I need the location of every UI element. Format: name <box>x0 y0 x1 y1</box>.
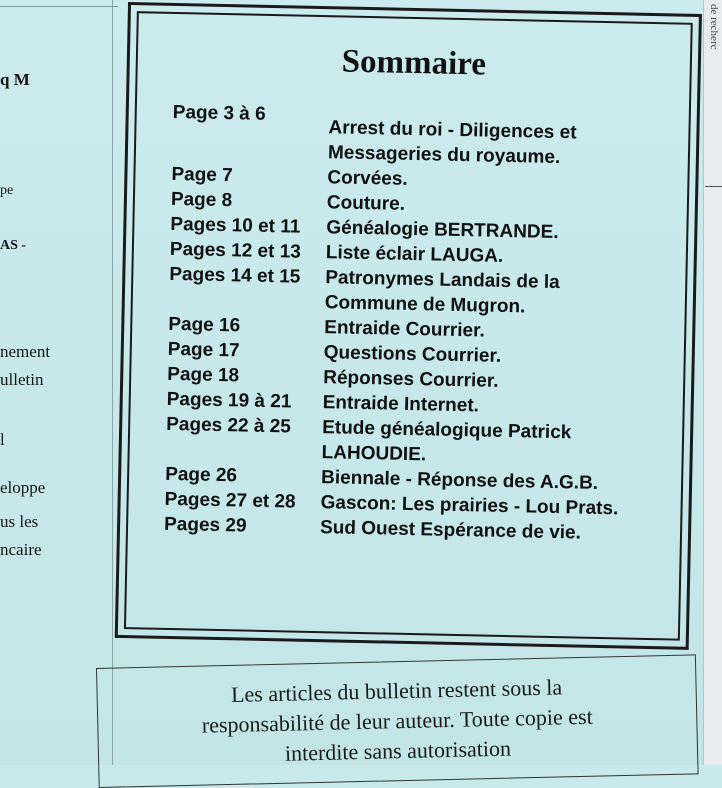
toc-entry-title: Liste éclair LAUGA. <box>325 242 504 267</box>
toc-entry-title: Messageries du royaume. <box>327 142 561 169</box>
left-fragment: us les <box>0 512 39 531</box>
toc-page-ref: Pages 29 <box>163 513 247 537</box>
left-fragment: ulletin <box>0 370 44 389</box>
column-divider <box>112 0 113 765</box>
disclaimer-line: responsabilité de leur auteur. Toute copie est <box>201 703 593 738</box>
toc-entry-title: Entraide Courrier. <box>324 317 485 342</box>
left-fragment: l <box>0 430 5 449</box>
toc-page-ref: Page 16 <box>168 313 241 337</box>
toc-entry-title: Commune de Mugron. <box>324 292 526 318</box>
sommaire-entries <box>126 13 691 638</box>
toc-entry-title: Corvées. <box>327 167 408 190</box>
toc-page-ref: Pages 19 à 21 <box>166 388 292 413</box>
disclaimer-line: Les articles du bulletin restent sous la <box>230 674 563 707</box>
toc-entry-title: Patronymes Landais de la <box>325 267 560 294</box>
toc-entry-title: Gascon: Les prairies - Lou Prats. <box>320 492 619 520</box>
left-column <box>0 0 110 765</box>
toc-page-ref: Pages 27 et 28 <box>164 488 296 513</box>
toc-entry-title: Questions Courrier. <box>323 342 502 367</box>
toc-page-ref: Pages 10 et 11 <box>170 213 301 238</box>
toc-page-ref: Page 3 à 6 <box>172 101 266 125</box>
left-fragment: eloppe <box>0 478 46 497</box>
toc-entry-title: Généalogie BERTRANDE. <box>326 217 559 244</box>
toc-page-ref: Page 7 <box>171 163 233 187</box>
left-fragment: pe <box>0 183 14 198</box>
toc-page-ref: Page 8 <box>170 188 233 212</box>
left-fragment: nement <box>0 342 51 361</box>
left-fragment: AS - <box>0 238 27 253</box>
toc-page-ref: Page 18 <box>167 363 240 387</box>
disclaimer-box <box>96 654 699 788</box>
toc-page-ref: Pages 14 et 15 <box>169 263 301 288</box>
toc-entry-title: Biennale - Réponse des A.G.B. <box>320 467 599 494</box>
adjacent-page-edge <box>703 0 722 765</box>
toc-entry-title: Sud Ouest Espérance de vie. <box>319 517 582 544</box>
disclaimer-line: interdite sans autorisation <box>284 735 512 766</box>
toc-entry-title: Arrest du roi - Diligences et <box>328 117 577 144</box>
toc-page-ref: Page 17 <box>167 338 240 362</box>
toc-entry-title: Réponses Courrier. <box>323 367 499 392</box>
sommaire-inner-frame <box>124 11 693 641</box>
left-fragment: ncaire <box>0 540 42 559</box>
toc-entry-title: LAHOUDIE. <box>321 442 427 466</box>
adjacent-page-rule <box>705 186 722 187</box>
adjacent-page-text: de recherc <box>708 4 720 50</box>
toc-page-ref: Pages 22 à 25 <box>166 413 292 438</box>
toc-entry-title: Couture. <box>326 192 406 215</box>
toc-entry-title: Entraide Internet. <box>322 392 480 417</box>
left-fragment: q M <box>0 70 30 89</box>
sommaire-title: Sommaire <box>341 43 487 83</box>
toc-page-ref: Pages 12 et 13 <box>169 238 302 263</box>
toc-page-ref: Page 26 <box>164 463 238 487</box>
toc-entry-title: Etude généalogique Patrick <box>321 417 572 444</box>
sommaire-box <box>115 2 702 650</box>
